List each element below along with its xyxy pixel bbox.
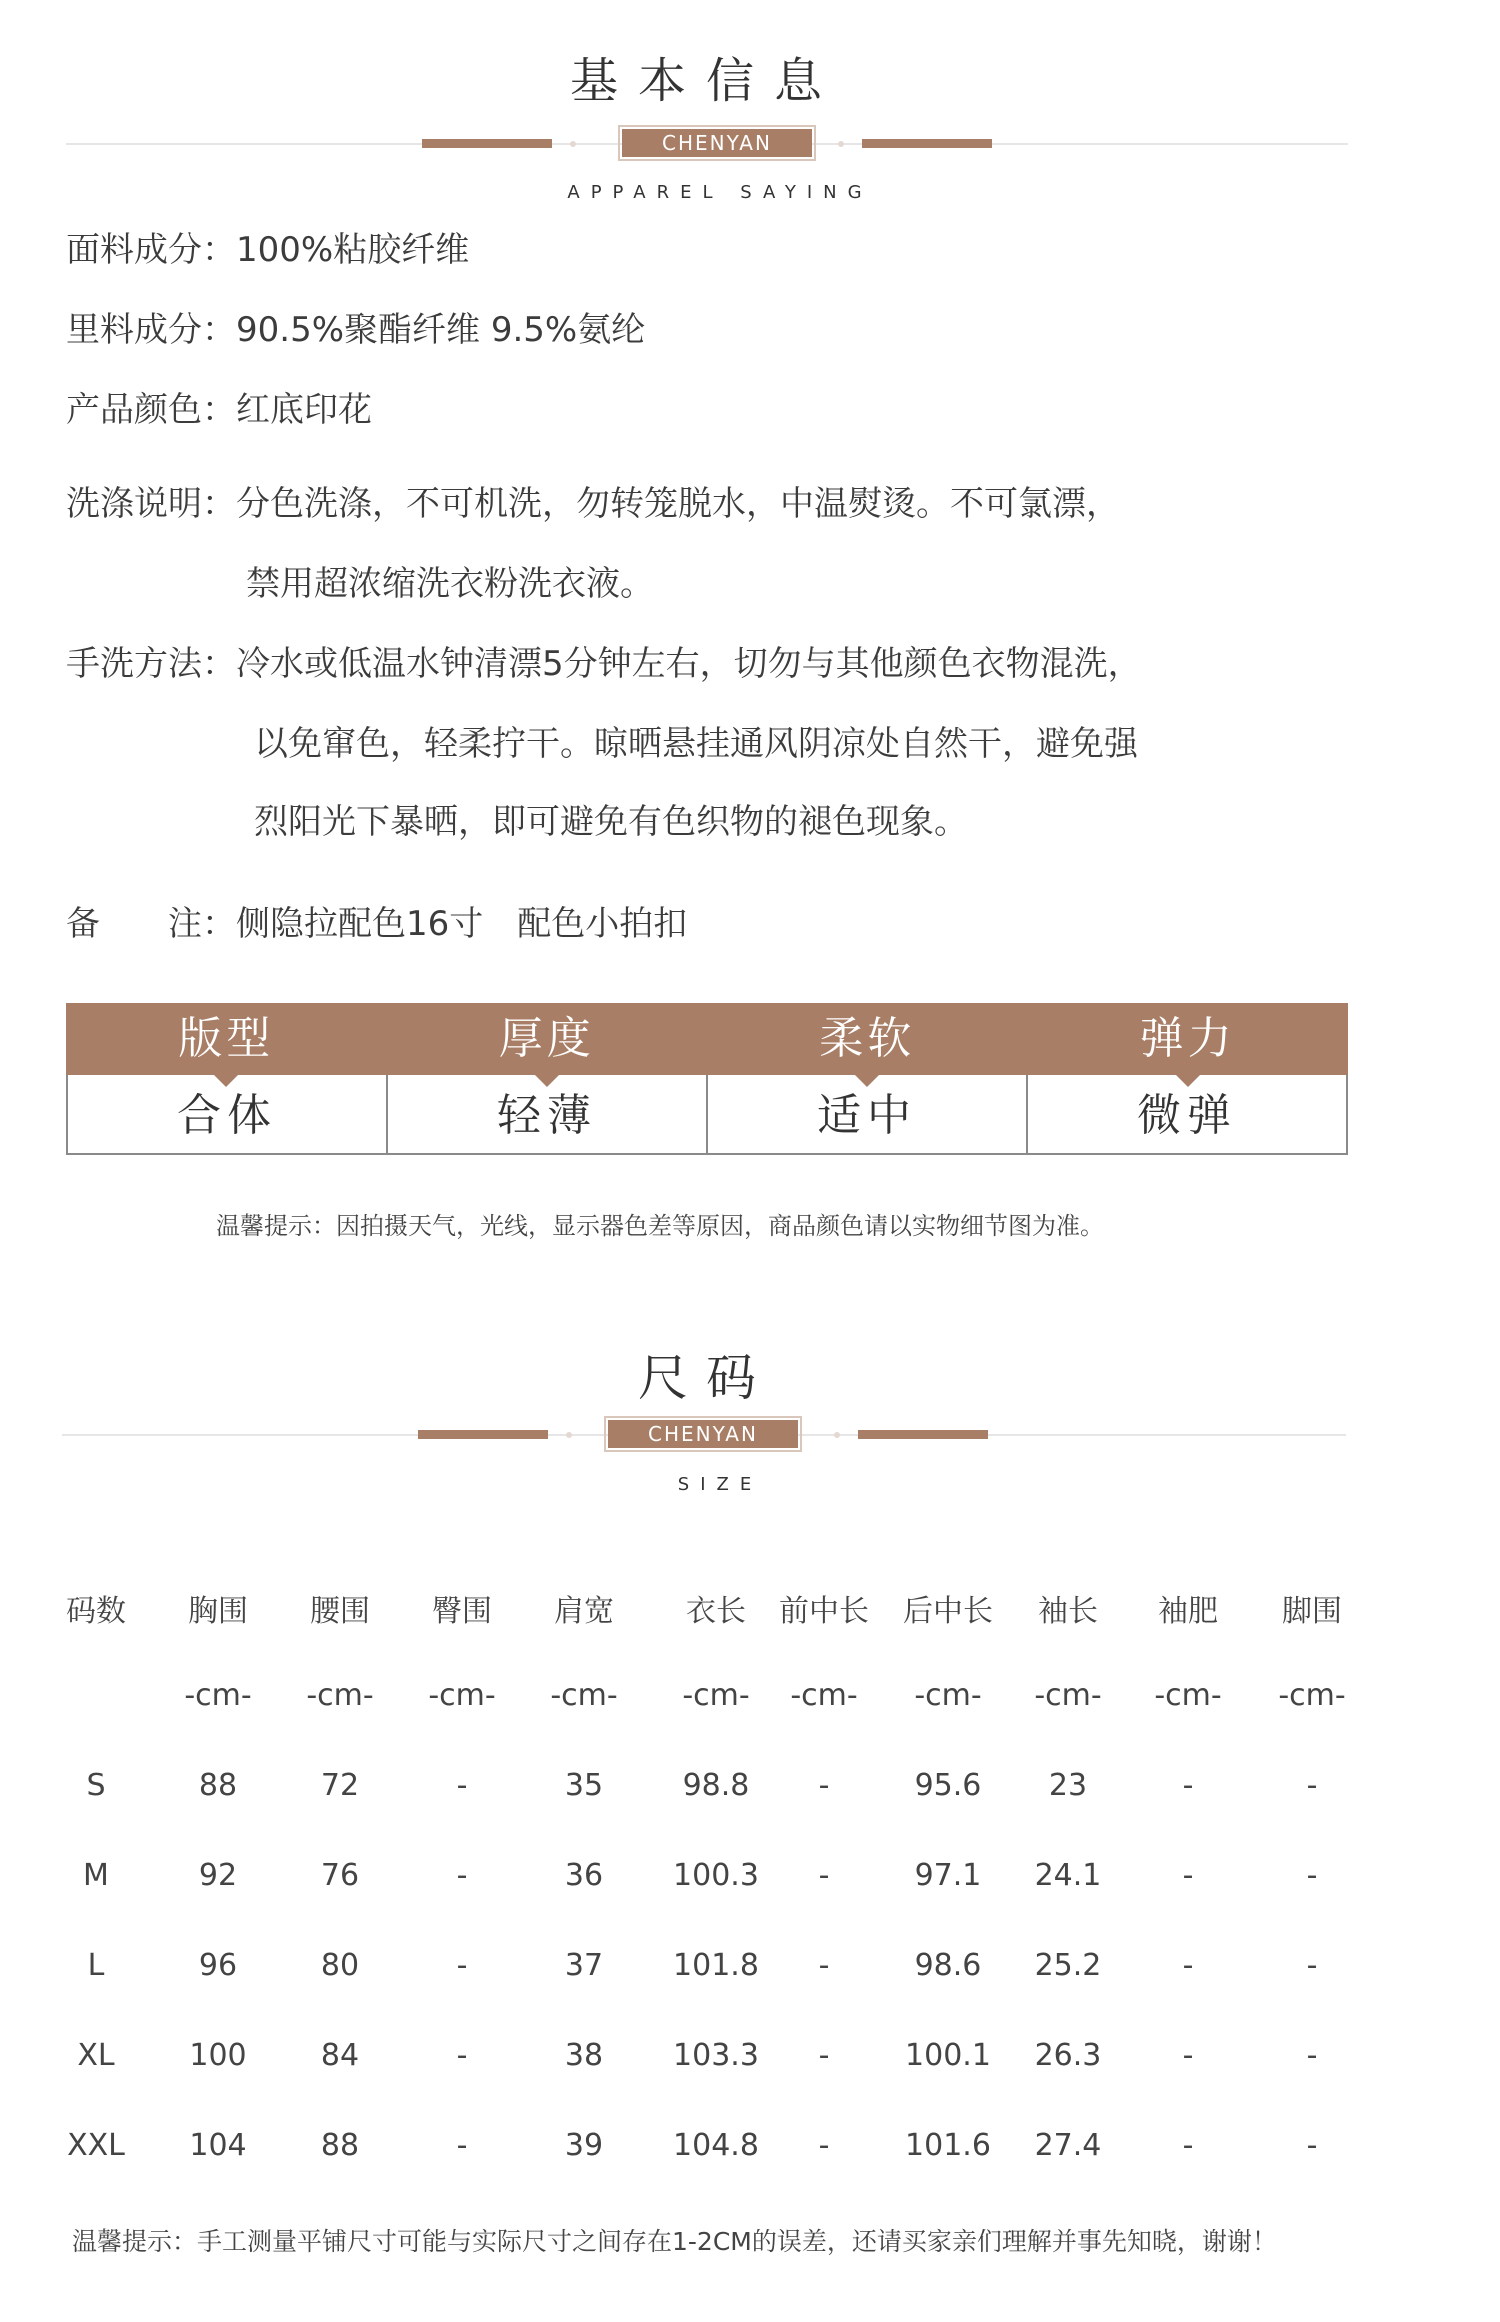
size-label: L (87, 1948, 105, 1983)
attribute-value-row (66, 1075, 1348, 1155)
column-header: 袖长 (1038, 1594, 1098, 1629)
attribute-label: 厚度 (387, 1003, 708, 1075)
table-cell: 100 (189, 2038, 247, 2073)
attribute-header-row (66, 1003, 1348, 1075)
table-cell: - (1182, 1948, 1194, 1983)
product-color: 产品颜色：红底印花 (66, 390, 372, 430)
table-cell: 27.4 (1034, 2128, 1102, 2163)
accent-bar-left (418, 1430, 548, 1439)
divider-dot (566, 1432, 572, 1438)
table-cell: 23 (1048, 1768, 1088, 1803)
unit-label: -cm- (682, 1678, 750, 1713)
column-header: 腰围 (310, 1594, 370, 1629)
table-cell: 98.6 (914, 1948, 982, 1983)
size-label: M (83, 1858, 109, 1893)
size-label: S (86, 1768, 106, 1803)
table-cell: 84 (320, 2038, 360, 2073)
unit-label: -cm- (428, 1678, 496, 1713)
table-cell: 25.2 (1034, 1948, 1102, 1983)
table-cell: 88 (198, 1768, 238, 1803)
table-cell: - (1306, 1858, 1318, 1893)
attribute-label: 弹力 (1028, 1003, 1349, 1075)
size-section-title: 尺码 (638, 1349, 774, 1407)
table-cell: 98.8 (682, 1768, 750, 1803)
table-cell: - (818, 2128, 830, 2163)
table-cell: - (1306, 2128, 1318, 2163)
handwash-method: 手洗方法：冷水或低温水钟清漂5分钟左右，切勿与其他颜色衣物混洗， (66, 644, 1142, 684)
table-cell: - (456, 1948, 468, 1983)
handwash-method-cont: 以免窜色，轻柔拧干。晾晒悬挂通风阴凉处自然干，避免强 (254, 724, 1138, 764)
attribute-value: 微弹 (1026, 1075, 1346, 1153)
unit-label: -cm- (1278, 1678, 1346, 1713)
unit-label: -cm- (790, 1678, 858, 1713)
size-label: XXL (67, 2128, 125, 2163)
table-cell: 103.3 (673, 2038, 759, 2073)
divider-dot (570, 141, 576, 147)
table-cell: 92 (198, 1858, 238, 1893)
basic-info-subtitle: APPAREL SAYING (567, 182, 873, 203)
table-cell: - (456, 2038, 468, 2073)
table-cell: 35 (564, 1768, 604, 1803)
unit-label: -cm- (184, 1678, 252, 1713)
remark: 备 注：侧隐拉配色16寸 配色小拍扣 (66, 904, 688, 944)
table-cell: - (1182, 1768, 1194, 1803)
lining-composition: 里料成分：90.5%聚酯纤维 9.5%氨纶 (66, 310, 646, 350)
attribute-table (66, 1003, 1348, 1155)
column-header: 袖肥 (1158, 1594, 1218, 1629)
table-cell: 104 (189, 2128, 247, 2163)
table-cell: 38 (564, 2038, 604, 2073)
table-cell: - (818, 1858, 830, 1893)
table-cell: 100.1 (905, 2038, 991, 2073)
table-cell: 39 (564, 2128, 604, 2163)
basic-info-title: 基本信息 (569, 53, 842, 109)
size-label: XL (77, 2038, 115, 2073)
column-header: 码数 (66, 1594, 126, 1629)
table-cell: - (818, 1948, 830, 1983)
table-cell: - (1306, 2038, 1318, 2073)
column-header: 臀围 (432, 1594, 492, 1629)
table-cell: - (456, 1768, 468, 1803)
table-cell: - (456, 2128, 468, 2163)
table-cell: 101.8 (673, 1948, 759, 1983)
fabric-composition: 面料成分：100%粘胶纤维 (66, 230, 470, 270)
table-cell: - (818, 2038, 830, 2073)
brand-badge: CHENYAN (622, 129, 812, 157)
table-cell: - (1306, 1948, 1318, 1983)
table-cell: - (1306, 1768, 1318, 1803)
table-cell: 95.6 (914, 1768, 982, 1803)
unit-label: -cm- (550, 1678, 618, 1713)
table-cell: - (1182, 2128, 1194, 2163)
table-cell: 88 (320, 2128, 360, 2163)
divider-dot (838, 141, 844, 147)
brand-badge: CHENYAN (608, 1420, 798, 1448)
unit-label: -cm- (1154, 1678, 1222, 1713)
table-cell: 37 (564, 1948, 604, 1983)
attribute-value: 轻薄 (386, 1075, 706, 1153)
accent-bar-right (862, 139, 992, 148)
table-cell: 96 (198, 1948, 238, 1983)
size-disclaimer: 温馨提示：手工测量平铺尺寸可能与实际尺寸之间存在1-2CM的误差，还请买家亲们理解并事先知晓，谢谢！ (72, 2227, 1277, 2256)
attribute-value: 合体 (177, 1090, 277, 1141)
handwash-method-cont: 烈阳光下暴晒，即可避免有色织物的褪色现象。 (254, 802, 968, 842)
table-cell: 104.8 (673, 2128, 759, 2163)
wash-instructions-cont: 禁用超浓缩洗衣粉洗衣液。 (246, 564, 654, 604)
table-cell: 97.1 (914, 1858, 982, 1893)
color-disclaimer: 温馨提示：因拍摄天气，光线，显示器色差等原因，商品颜色请以实物细节图为准。 (216, 1212, 1104, 1240)
attribute-label: 柔软 (707, 1003, 1028, 1075)
column-header: 脚围 (1282, 1594, 1342, 1629)
table-cell: 80 (320, 1948, 360, 1983)
column-header: 前中长 (779, 1594, 869, 1629)
accent-bar-left (422, 139, 552, 148)
column-header: 胸围 (188, 1594, 248, 1629)
table-cell: 101.6 (905, 2128, 991, 2163)
table-cell: 24.1 (1034, 1858, 1102, 1893)
table-cell: - (456, 1858, 468, 1893)
table-cell: 26.3 (1034, 2038, 1102, 2073)
table-cell: 100.3 (673, 1858, 759, 1893)
column-header: 肩宽 (554, 1594, 614, 1629)
table-cell: - (818, 1768, 830, 1803)
unit-label: -cm- (306, 1678, 374, 1713)
table-cell: 72 (320, 1768, 360, 1803)
column-header: 后中长 (903, 1594, 993, 1629)
table-cell: 36 (564, 1858, 604, 1893)
divider-dot (834, 1432, 840, 1438)
table-cell: - (1182, 1858, 1194, 1893)
size-section-subtitle: SIZE (677, 1474, 763, 1495)
unit-label: -cm- (1034, 1678, 1102, 1713)
accent-bar-right (858, 1430, 988, 1439)
column-header: 衣长 (686, 1594, 746, 1629)
attribute-value: 适中 (706, 1075, 1026, 1153)
unit-label: -cm- (914, 1678, 982, 1713)
table-cell: - (1182, 2038, 1194, 2073)
wash-instructions: 洗涤说明：分色洗涤，不可机洗，勿转笼脱水，中温熨烫。不可氯漂， (66, 484, 1120, 524)
table-cell: 76 (320, 1858, 360, 1893)
attribute-label: 版型 (66, 1003, 387, 1075)
